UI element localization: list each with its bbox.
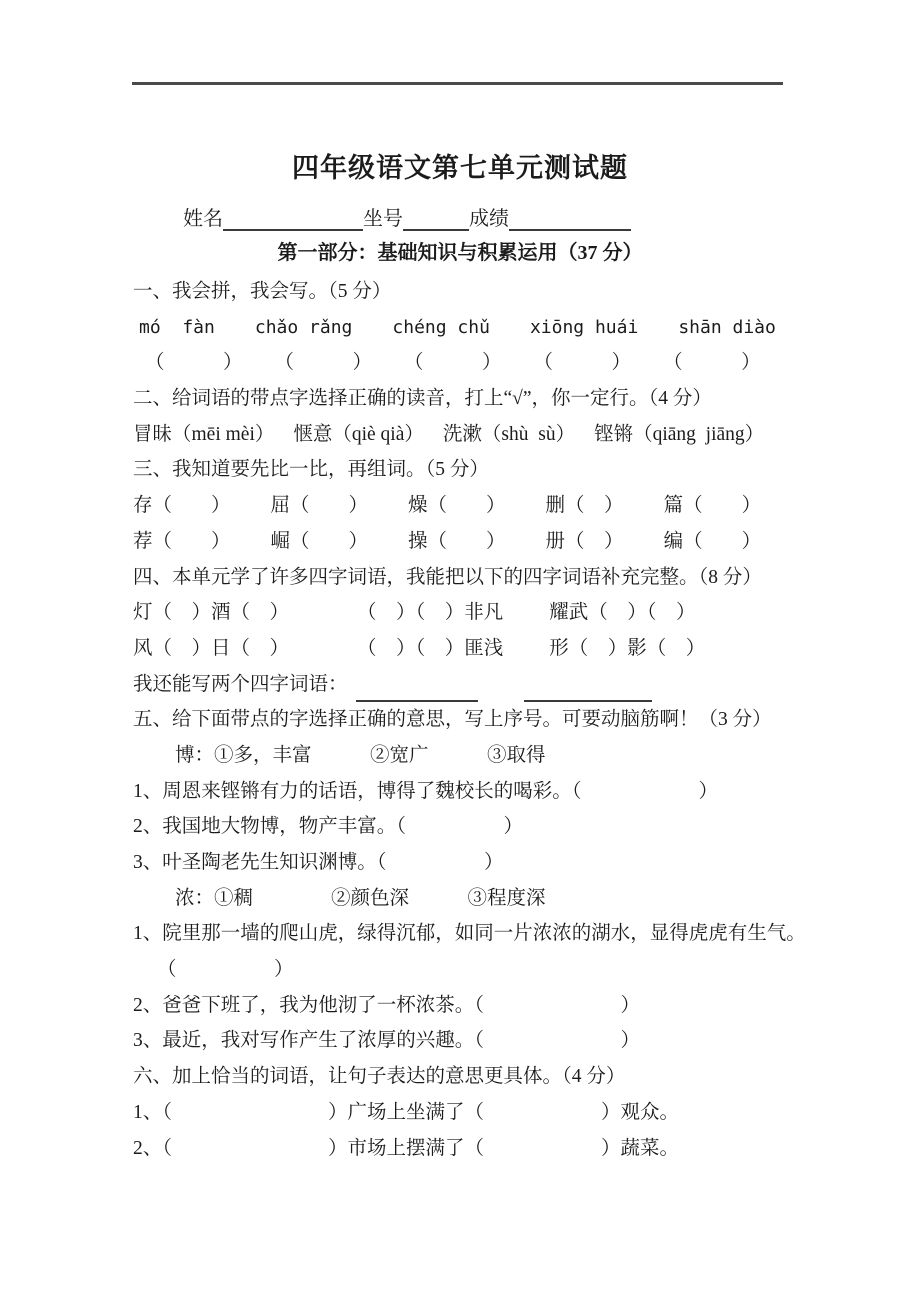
answer-bracket: （ ） bbox=[274, 352, 373, 374]
bo-sentence-1: 1、周恩来铿锵有力的话语，博得了魏校长的喝彩。（ ） bbox=[133, 780, 719, 802]
pinyin-row bbox=[133, 310, 893, 346]
section-2-heading: 二、给词语的带点字选择正确的读音，打上“√”，你一定行。（4 分） bbox=[133, 388, 712, 410]
more-idioms-label: 我还能写两个四字词语： bbox=[133, 673, 348, 695]
part1-heading: 第一部分：基础知识与积累运用（37 分） bbox=[277, 242, 643, 264]
page-title: 四年级语文第七单元测试题 bbox=[292, 153, 628, 183]
seat-field-label: 坐号 bbox=[363, 208, 403, 230]
idiom-fill-item: （ ）（ ）匪浅 bbox=[357, 637, 504, 659]
header-rule bbox=[132, 82, 783, 85]
paper-body bbox=[133, 274, 893, 1166]
answer-bracket: （ ） bbox=[663, 352, 761, 374]
pinyin-word: xiōng huái bbox=[529, 316, 639, 338]
name-field-label: 姓名 bbox=[183, 208, 223, 230]
score-field-label: 成绩 bbox=[469, 208, 509, 230]
pinyin-word: shān diào bbox=[678, 316, 776, 338]
nong-sentence-1-answer-bracket: （ ） bbox=[157, 959, 294, 981]
section-6-heading: 六、加上恰当的词语，让句子表达的意思更具体。（4 分） bbox=[133, 1066, 626, 1088]
idiom-row-1 bbox=[133, 595, 893, 631]
answer-bracket: （ ） bbox=[533, 352, 632, 374]
name-write-line bbox=[223, 208, 363, 231]
answer-brackets-row bbox=[133, 345, 893, 381]
pinyin-word: chéng chǔ bbox=[392, 316, 490, 338]
compare-word-item: 燥（ ） bbox=[408, 495, 506, 517]
idiom-write-line-1 bbox=[356, 679, 478, 702]
pronunciation-item: 冒昧（mēi mèi） bbox=[133, 423, 275, 445]
score-write-line bbox=[509, 208, 631, 231]
compare-words-row-2 bbox=[133, 524, 893, 560]
nong-meaning-options: 浓：①稠 ②颜色深 ③程度深 bbox=[175, 887, 546, 909]
compare-word-item: 荐（ ） bbox=[133, 530, 231, 552]
pronunciation-item: 惬意（qiè qià） bbox=[293, 423, 424, 445]
compare-word-item: 崛（ ） bbox=[270, 530, 369, 552]
fill-sentence-2: 2、（ ）市场上摆满了（ ）蔬菜。 bbox=[133, 1137, 680, 1159]
pinyin-word: mó fàn bbox=[139, 316, 215, 338]
idiom-fill-item: （ ）（ ）非凡 bbox=[357, 602, 504, 624]
answer-bracket: （ ） bbox=[145, 352, 243, 374]
bo-sentence-3: 3、叶圣陶老先生知识渊博。（ ） bbox=[133, 852, 504, 873]
pinyin-word: chǎo rǎng bbox=[254, 316, 353, 338]
fill-sentence-1: 1、（ ）广场上坐满了（ ）观众。 bbox=[133, 1101, 680, 1123]
answer-bracket: （ ） bbox=[404, 352, 502, 374]
nong-sentence-2: 2、爸爸下班了，我为他沏了一杯浓茶。（ ） bbox=[133, 994, 641, 1016]
idiom-fill-item: 灯（ ）酒（ ） bbox=[133, 602, 290, 624]
seat-write-line bbox=[403, 208, 469, 231]
compare-word-item: 编（ ） bbox=[663, 530, 762, 552]
section-1-heading: 一、我会拼，我会写。（5 分） bbox=[133, 281, 392, 302]
idiom-row-2 bbox=[133, 631, 893, 667]
compare-words-row-1 bbox=[133, 488, 893, 524]
section-4-heading: 四、本单元学了许多四字词语，我能把以下的四字词语补充完整。（8 分） bbox=[133, 566, 762, 588]
pronunciation-row bbox=[133, 417, 893, 453]
bo-meaning-options: 博：①多，丰富 ②宽广 ③取得 bbox=[175, 744, 546, 766]
bo-sentence-2: 2、我国地大物博，物产丰富。（ ） bbox=[133, 816, 524, 838]
compare-word-item: 屈（ ） bbox=[270, 495, 369, 517]
compare-word-item: 删（ ） bbox=[545, 495, 624, 517]
compare-word-item: 操（ ） bbox=[408, 530, 506, 552]
idiom-write-line-2 bbox=[524, 679, 652, 702]
idiom-fill-item: 形（ ）影（ ） bbox=[549, 637, 706, 659]
compare-word-item: 存（ ） bbox=[133, 495, 231, 517]
more-idioms-line bbox=[133, 667, 893, 703]
idiom-fill-item: 风（ ）日（ ） bbox=[133, 637, 290, 659]
pronunciation-item: 洗漱（shù sù） bbox=[442, 423, 576, 445]
nong-sentence-3: 3、最近，我对写作产生了浓厚的兴趣。（ ） bbox=[133, 1030, 641, 1052]
compare-word-item: 篇（ ） bbox=[663, 495, 762, 517]
section-3-heading: 三、我知道要先比一比，再组词。（5 分） bbox=[133, 459, 489, 481]
student-info-line bbox=[183, 202, 631, 231]
compare-word-item: 册（ ） bbox=[545, 530, 624, 552]
section-5-heading: 五、给下面带点的字选择正确的意思，写上序号。可要动脑筋啊！（3 分） bbox=[133, 709, 772, 731]
nong-sentence-1: 1、院里那一墙的爬山虎，绿得沉郁，如同一片浓浓的湖水，显得虎虎有生气。 bbox=[133, 923, 806, 945]
pronunciation-item: 铿锵（qiāng jiāng） bbox=[594, 423, 765, 445]
idiom-fill-item: 耀武（ ）（ ） bbox=[549, 602, 696, 624]
